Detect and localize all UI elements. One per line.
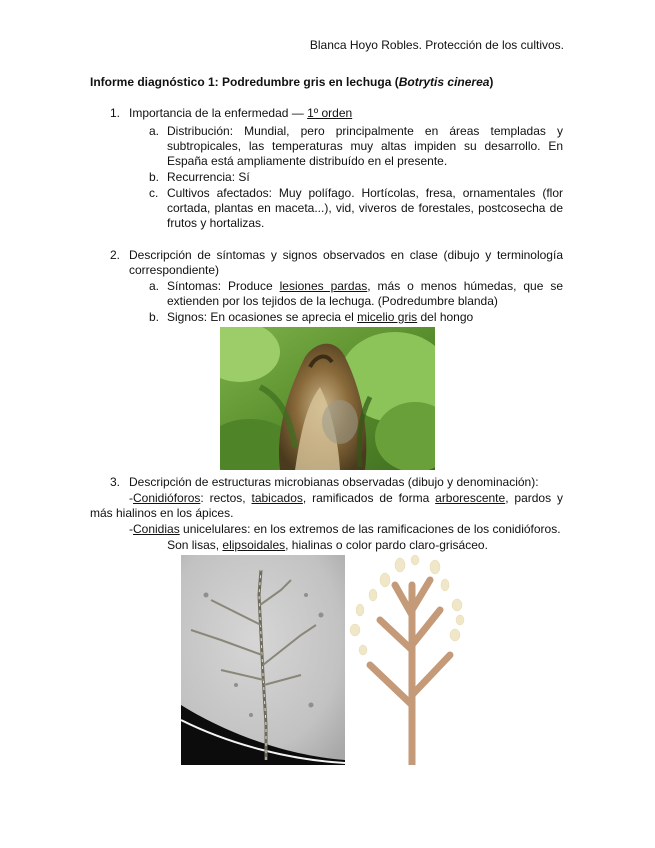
conidias-dash: - bbox=[129, 522, 133, 536]
signos-underlined: micelio gris bbox=[357, 310, 418, 324]
arborescente-term: arborescente bbox=[435, 491, 506, 505]
conidias-line2-pre: Son lisas, bbox=[167, 538, 223, 552]
section2-number: 2. bbox=[110, 248, 121, 262]
conidioforos-term: Conidióforos bbox=[133, 491, 201, 505]
conidiophore-drawing bbox=[345, 555, 475, 765]
conidias-line2-post: , hialinas o color pardo claro-grisáceo. bbox=[285, 538, 488, 552]
item-2b-letter: b. bbox=[149, 310, 160, 324]
conidioforos-t2: , ramificados de forma bbox=[302, 491, 436, 505]
section1-text: Importancia de la enfermedad — bbox=[129, 106, 308, 120]
microscope-photo bbox=[181, 555, 345, 765]
conidias-t1: unicelulares: en los extremos de las ramificaciones de los conidióforos. bbox=[179, 522, 561, 536]
item-1c-letter: c. bbox=[149, 186, 159, 200]
sintomas-underlined: lesiones pardas bbox=[279, 279, 368, 293]
conidias-line1 bbox=[129, 522, 563, 537]
item-1a-distribucion: Distribución: Mundial, pero principalmente en áreas templadas y subtropicales, las temperaturas muy altas impiden su desarrollo. En España está ampliamente distribuído en el presente. bbox=[167, 124, 563, 168]
item-1b-letter: b. bbox=[149, 170, 160, 184]
item-2a-letter: a. bbox=[149, 279, 160, 293]
item-2a-sintomas bbox=[167, 279, 563, 309]
page-header: Blanca Hoyo Robles. Protección de los cultivos. bbox=[309, 38, 564, 52]
conidias-line2 bbox=[90, 538, 565, 553]
section1-order: 1º orden bbox=[307, 106, 353, 120]
sintomas-pre: Síntomas: Produce bbox=[167, 279, 280, 293]
item-1c-cultivos: Cultivos afectados: Muy polífago. Hortícolas, fresa, ornamentales (flor cortada, plantas en maceta...), vid, viveros de forestales, postcosecha de frutos y hortalizas. bbox=[167, 186, 563, 230]
conidias-term: Conidias bbox=[133, 522, 180, 536]
lettuce-photo bbox=[220, 327, 435, 470]
conidioforos-dash: - bbox=[129, 491, 133, 505]
title-species: Botrytis cinerea bbox=[398, 75, 490, 89]
conidiophore-micrograph bbox=[181, 555, 345, 765]
tabicados-term: tabicados bbox=[251, 491, 303, 505]
section3-number: 3. bbox=[110, 475, 121, 489]
signos-pre: Signos: En ocasiones se aprecia el bbox=[167, 310, 358, 324]
lettuce-rot-image bbox=[220, 327, 435, 470]
report-title bbox=[90, 75, 493, 89]
sintomas-post: , más o menos húmedas, que se extienden por los tejidos de la lechuga. (Podredumbre blanda) bbox=[167, 279, 564, 308]
item-2b-signos bbox=[167, 310, 563, 325]
item-1a-letter: a. bbox=[149, 124, 160, 138]
section1-number: 1. bbox=[110, 106, 121, 120]
conidioforos-t1: : rectos, bbox=[200, 491, 252, 505]
item-1b-recurrencia: Recurrencia: Sí bbox=[167, 170, 250, 184]
elipsoidales-term: elipsoidales bbox=[222, 538, 286, 552]
section3-heading: Descripción de estructuras microbianas observadas (dibujo y denominación): bbox=[129, 475, 539, 489]
section1-heading bbox=[129, 106, 559, 121]
title-suffix: ) bbox=[489, 75, 494, 89]
signos-post: del hongo bbox=[417, 310, 474, 324]
conidioforos-paragraph bbox=[90, 491, 563, 521]
conidioforos-t3: , pardos y más hialinos en los ápices. bbox=[90, 491, 563, 520]
section2-heading: Descripción de síntomas y signos observados en clase (dibujo y terminología correspondiente) bbox=[129, 248, 563, 277]
title-prefix: Informe diagnóstico 1: Podredumbre gris en lechuga ( bbox=[90, 75, 399, 89]
conidiophore-sketch bbox=[345, 555, 475, 765]
